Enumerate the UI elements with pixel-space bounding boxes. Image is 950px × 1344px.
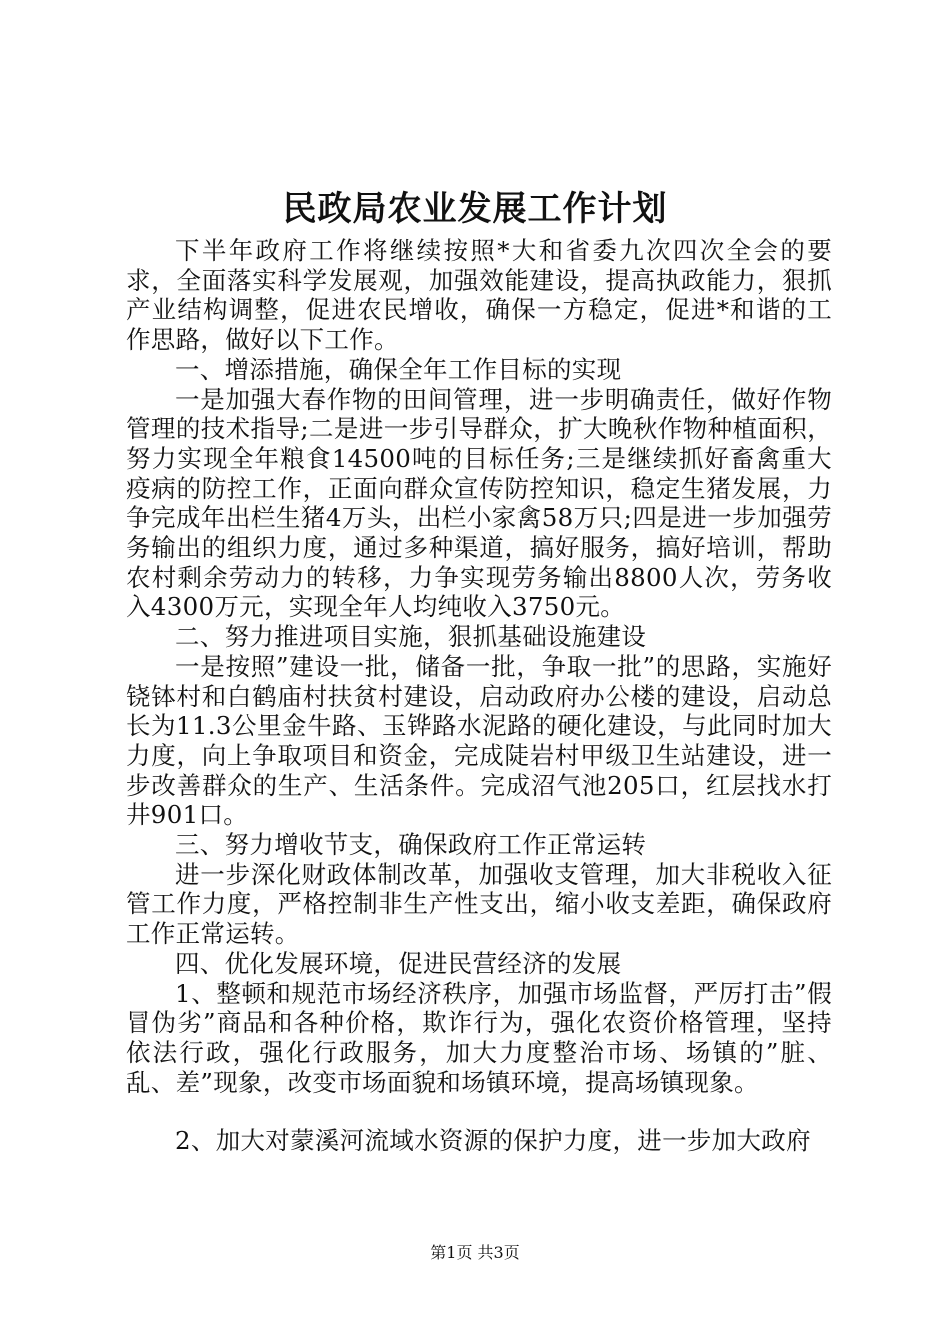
- section-body-4-item-2: 2、加大对蒙溪河流域水资源的保护力度，进一步加大政府: [175, 1126, 811, 1156]
- section-heading-4: 四、优化发展环境，促进民营经济的发展: [175, 948, 622, 978]
- page-footer: 第1页 共3页: [430, 1243, 520, 1262]
- section-body-3: 进一步深化财政体制改革，加强收支管理，加大非税收入征管工作力度，严格控制非生产性支出，缩小收支差距，确保政府工作正常运转。: [126, 859, 832, 949]
- section-body-2: 一是按照”建设一批，储备一批，争取一批”的思路，实施好铙钵村和白鹤庙村扶贫村建设，启动政府办公楼的建设，启动总长为11.3公里金牛路、玉铧路水泥路的硬化建设，与此同时加大力度，向上争取项目和资金，完成陡岩村甲级卫生站建设，进一步改善群众的生产、生活条件。完成沼气池205口，红层找水打井901口。: [126, 651, 832, 830]
- section-heading-1: 一、增添措施，确保全年工作目标的实现: [175, 354, 622, 384]
- paragraph-spacer: [126, 1097, 832, 1126]
- section-heading-2: 二、努力推进项目实施，狠抓基础设施建设: [175, 622, 647, 652]
- document-body: [126, 236, 832, 1156]
- section-heading-3: 三、努力增收节支，确保政府工作正常运转: [175, 830, 647, 860]
- document-title: 民政局农业发展工作计划: [282, 189, 668, 229]
- intro-paragraph: 下半年政府工作将继续按照*大和省委九次四次全会的要求，全面落实科学发展观，加强效能建设，提高执政能力，狠抓产业结构调整，促进农民增收，确保一方稳定，促进*和谐的工作思路，做好以下工作。: [126, 236, 832, 355]
- section-body-4-item-1: 1、整顿和规范市场经济秩序，加强市场监督，严厉打击”假冒伪劣”商品和各种价格，欺诈行为，强化农资价格管理，坚持依法行政，强化行政服务，加大力度整治市场、场镇的”脏、乱、差”现象，改变市场面貌和场镇环境，提高场镇现象。: [126, 978, 832, 1097]
- section-body-1: 一是加强大春作物的田间管理，进一步明确责任，做好作物管理的技术指导;二是进一步引导群众，扩大晚秋作物种植面积，努力实现全年粮食14500吨的目标任务;三是继续抓好畜禽重大疫病的防控工作，正面向群众宣传防控知识，稳定生猪发展，力争完成年出栏生猪4万头，出栏小家禽58万只;四是进一步加强劳务输出的组织力度，通过多种渠道，搞好服务，搞好培训，帮助农村剩余劳动力的转移，力争实现劳务输出8800人次，劳务收入4300万元，实现全年人均纯收入3750元。: [126, 384, 832, 622]
